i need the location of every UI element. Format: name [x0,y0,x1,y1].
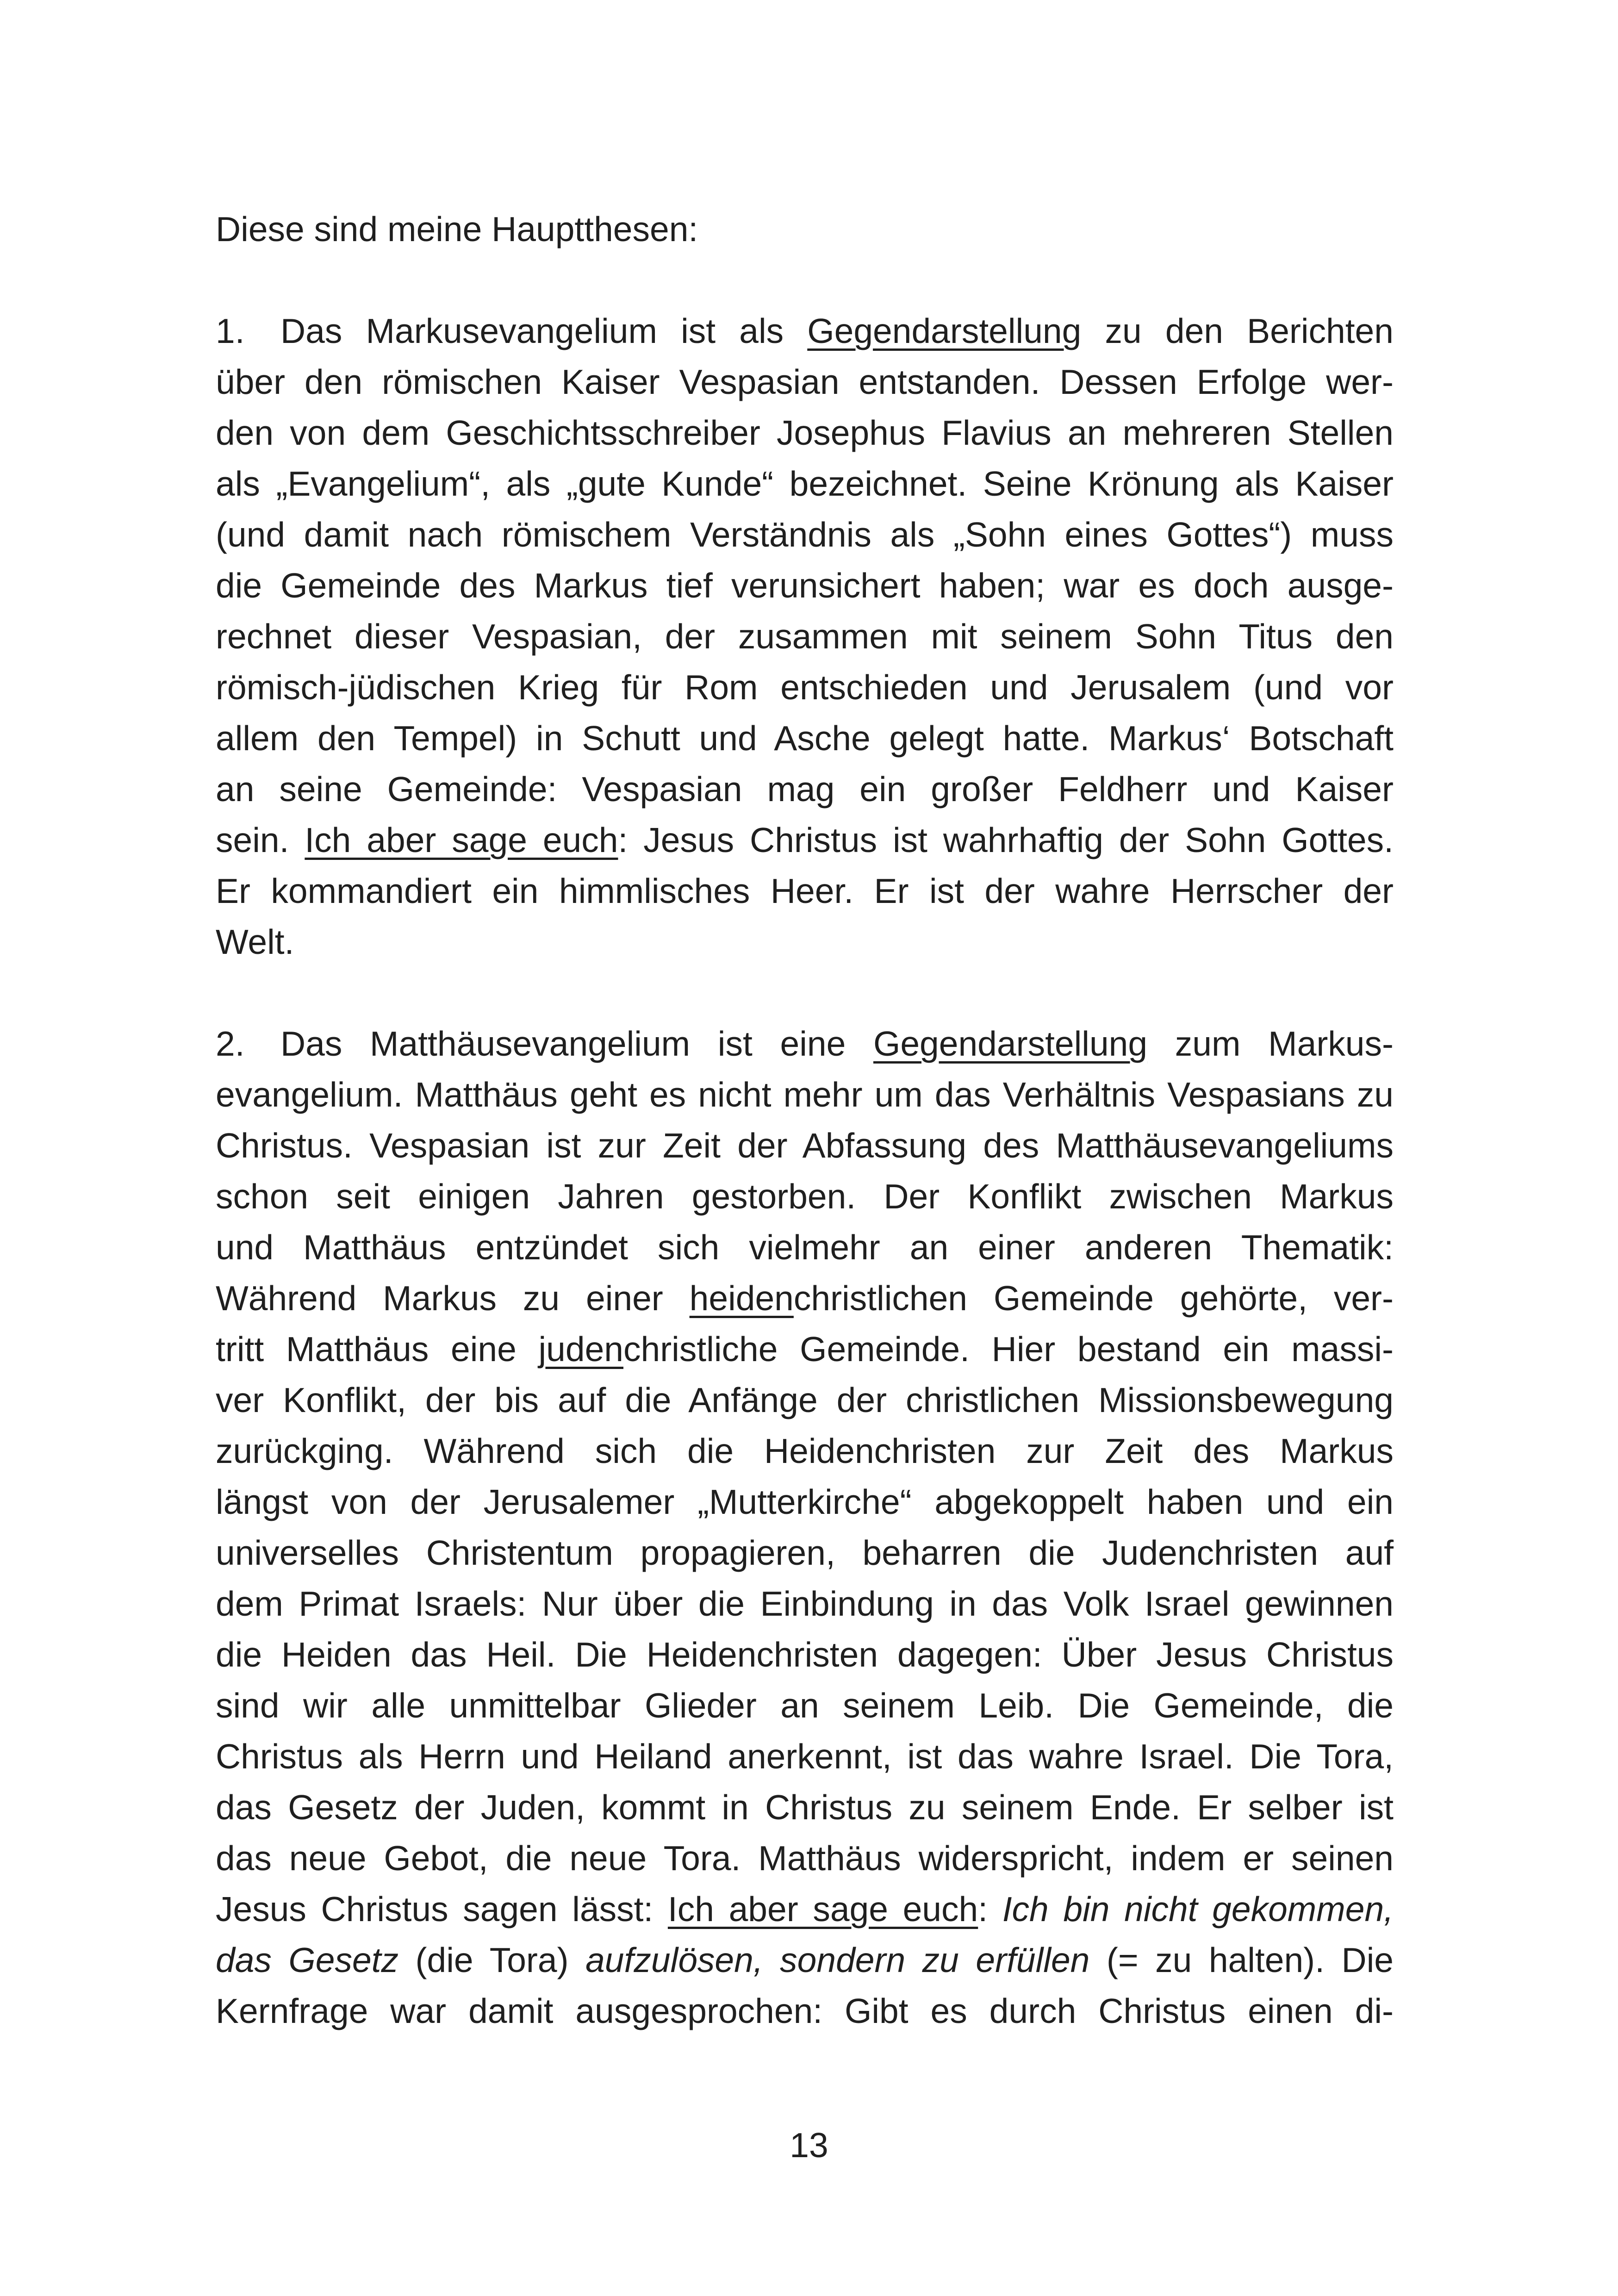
underlined-phrase: Ich aber sage euch [667,1890,978,1929]
thesis-2-line: das neue Gebot, die neue Tora. Matthäus widerspricht, indem er seinen [216,1839,1394,1878]
underlined-term: Gegendarstellung [807,311,1082,350]
thesis-2-line: Christus als Herrn und Heiland anerkennt, ist das wahre Israel. Die Tora, [216,1737,1394,1776]
text-span: : Jesus Christus ist wahrhaftig der Sohn Gottes. [618,821,1394,859]
text-span: christlichen Gemeinde gehörte, ver- [793,1279,1394,1318]
thesis-2-line: längst von der Jerusalemer „Mutterkirche“ abgekoppelt haben und ein [216,1482,1394,1521]
thesis-1-line: Er kommandiert ein himmlisches Heer. Er ist der wahre Herrscher der [216,871,1394,910]
underlined-term: juden [538,1330,623,1369]
text-span: zu den Berichten [1081,311,1394,350]
thesis-1-line-1 [216,305,1394,356]
thesis-2-line [216,1324,1394,1375]
thesis-number: 1. [216,311,245,350]
thesis-1-line: römisch-jüdischen Krieg für Rom entschieden und Jerusalem (und vor [216,668,1394,707]
thesis-1-line: die Gemeinde des Markus tief verunsichert haben; war es doch ausge- [216,566,1394,605]
thesis-2-line: universelles Christentum propagieren, beharren die Judenchristen auf [216,1533,1394,1572]
thesis-2-line: dem Primat Israels: Nur über die Einbindung in das Volk Israel gewinnen [216,1584,1394,1623]
text-span: Das Markusevangelium ist als [280,311,808,350]
thesis-1-line [216,815,1394,865]
thesis-number: 2. [216,1024,245,1063]
paragraph-gap [216,255,1394,305]
text-span: zum Markus- [1147,1024,1394,1063]
intro-line: Diese sind meine Hauptthesen: [216,210,698,249]
italic-quote: das Gesetz [216,1941,399,1979]
text-span: tritt Matthäus eine [216,1330,539,1369]
thesis-2-line [216,1935,1394,1985]
text-span: Jesus Christus sagen lässt: [216,1890,668,1929]
thesis-1-line: den von dem Geschichtsschreiber Josephus Flavius an mehreren Stellen [216,413,1394,452]
italic-quote: Ich bin nicht gekommen, [1002,1890,1394,1929]
thesis-2-line [216,1273,1394,1324]
thesis-1-line: allem den Tempel) in Schutt und Asche gelegt hatte. Markus‘ Botschaft [216,719,1394,758]
thesis-2-line [216,1884,1394,1935]
paragraph-gap [216,967,1394,1018]
page-text [216,204,1394,2036]
thesis-2-line: das Gesetz der Juden, kommt in Christus zu seinem Ende. Er selber ist [216,1788,1394,1827]
thesis-2-line-1 [216,1018,1394,1069]
thesis-2-line: sind wir alle unmittelbar Glieder an seinem Leib. Die Gemeinde, die [216,1686,1394,1725]
text-span: sein. [216,821,305,859]
text-span: (die Tora) [398,1941,586,1979]
thesis-2-line: zurückging. Während sich die Heidenchristen zur Zeit des Markus [216,1431,1394,1470]
thesis-2-line: ver Konflikt, der bis auf die Anfänge der christlichen Missionsbewegung [216,1381,1394,1419]
text-span: (= zu halten). Die [1089,1941,1394,1979]
thesis-2-line: Kernfrage war damit ausgesprochen: Gibt es durch Christus einen di- [216,1991,1394,2030]
thesis-2-line: und Matthäus entzündet sich vielmehr an einer anderen Thematik: [216,1228,1394,1267]
text-span: Das Matthäusevangelium ist eine [280,1024,873,1063]
thesis-2-line: Christus. Vespasian ist zur Zeit der Abfassung des Matthäusevangeliums [216,1126,1394,1165]
thesis-1-line: als „Evangelium“, als „gute Kunde“ bezeichnet. Seine Krönung als Kaiser [216,464,1394,503]
page-number: 13 [790,2126,828,2165]
underlined-term: heiden [689,1279,794,1318]
text-span: christliche Gemeinde. Hier bestand ein massi- [623,1330,1394,1369]
thesis-1-line: an seine Gemeinde: Vespasian mag ein großer Feldherr und Kaiser [216,770,1394,809]
italic-quote: aufzulösen, sondern zu erfüllen [585,1941,1090,1979]
underlined-phrase: Ich aber sage euch [305,821,618,859]
thesis-2 [216,1018,1394,2036]
text-span: : [978,1890,1002,1929]
underlined-term: Gegendarstellung [873,1024,1148,1063]
text-span: Während Markus zu einer [216,1279,690,1318]
thesis-2-line: evangelium. Matthäus geht es nicht mehr um das Verhältnis Vespasians zu [216,1075,1394,1114]
thesis-1 [216,305,1394,967]
thesis-2-line: die Heiden das Heil. Die Heidenchristen dagegen: Über Jesus Christus [216,1635,1394,1674]
thesis-1-line: über den römischen Kaiser Vespasian entstanden. Dessen Erfolge wer- [216,362,1394,401]
thesis-2-line: schon seit einigen Jahren gestorben. Der Konflikt zwischen Markus [216,1177,1394,1216]
thesis-1-line: (und damit nach römischem Verständnis als „Sohn eines Gottes“) muss [216,515,1394,554]
thesis-1-line: rechnet dieser Vespasian, der zusammen mit seinem Sohn Titus den [216,617,1394,656]
thesis-1-line-last: Welt. [216,922,294,961]
